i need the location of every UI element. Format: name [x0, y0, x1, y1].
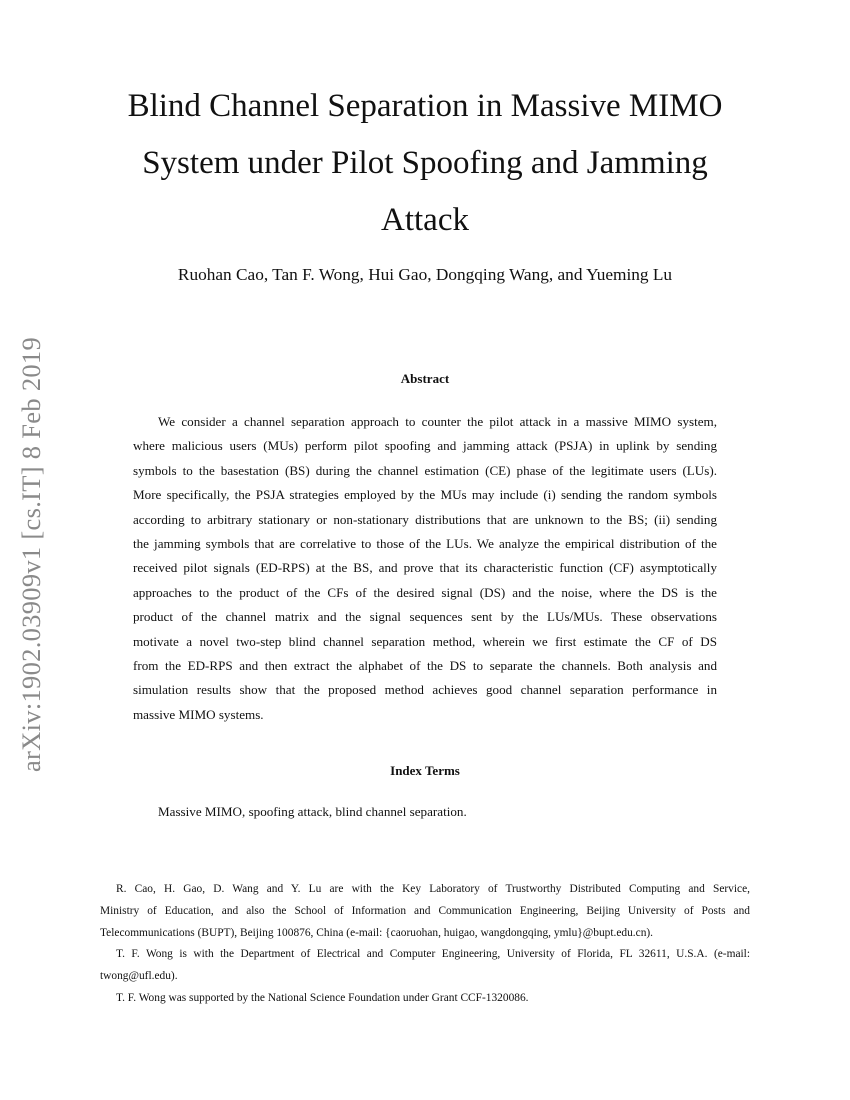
- paper-title: [100, 78, 750, 249]
- title-line: System under Pilot Spoofing and Jamming: [142, 145, 708, 181]
- index-terms-heading: Index Terms: [390, 763, 460, 778]
- footnote-line: Ministry of Education, and also the School of Information and Communication Engineering, Beijing University of Posts and: [100, 904, 750, 917]
- abstract-line: product of the channel matrix and the signal sequences sent by the LUs/MUs. These observations: [133, 609, 717, 625]
- abstract-line: from the ED-RPS and then extract the alphabet of the DS to separate the channels. Both analysis and: [133, 657, 717, 673]
- arxiv-identifier-stamp: arXiv:1902.03909v1 [cs.IT] 8 Feb 2019: [16, 336, 46, 772]
- author-list: Ruohan Cao, Tan F. Wong, Hui Gao, Dongqing Wang, and Yueming Lu: [177, 265, 673, 284]
- title-line: Blind Channel Separation in Massive MIMO: [127, 88, 723, 124]
- abstract-line: according to arbitrary stationary or non-stationary distributions that are unknown to the BS; (ii) sending: [133, 511, 717, 527]
- abstract-line: received pilot signals (ED-RPS) at the BS, and prove that its characteristic function (CF) asymptotically: [133, 560, 717, 576]
- index-terms-text: Massive MIMO, spoofing attack, blind channel separation.: [158, 804, 467, 819]
- footnote-line: twong@ufl.edu).: [100, 970, 178, 983]
- title-line: Attack: [381, 202, 469, 238]
- abstract-line: the jamming symbols that are correlative to those of the LUs. We analyze the empirical distribution of the: [133, 535, 717, 551]
- abstract-line: where malicious users (MUs) perform pilot spoofing and jamming attack (PSJA) in uplink by sending: [133, 438, 717, 454]
- footnote-line: R. Cao, H. Gao, D. Wang and Y. Lu are with the Key Laboratory of Trustworthy Distributed Computing and Service,: [116, 883, 750, 895]
- footnote-line: T. F. Wong is with the Department of Electrical and Computer Engineering, University of Florida, FL 32611, U.S.A. (e-mail:: [116, 948, 750, 961]
- author-affiliation-footnotes: [100, 879, 750, 1010]
- footnote-line: Telecommunications (BUPT), Beijing 100876, China (e-mail: {caoruohan, huigao, wangdongqing, ymlu}@bupt.edu.cn).: [100, 926, 654, 939]
- abstract-body: [133, 410, 717, 727]
- abstract-line: approaches to the product of the CFs of the desired signal (DS) and the noise, where the DS is the: [133, 584, 717, 600]
- abstract-line: motivate a novel two-step blind channel separation method, wherein we first estimate the CF of DS: [133, 633, 717, 649]
- footnote-line: T. F. Wong was supported by the National Science Foundation under Grant CCF-1320086.: [116, 991, 529, 1004]
- abstract-line: simulation results show that the proposed method achieves good channel separation performance in: [133, 682, 717, 698]
- abstract-line: massive MIMO systems.: [133, 706, 264, 722]
- abstract-line: symbols to the basestation (BS) during the channel estimation (CE) phase of the legitimate users (LUs).: [133, 462, 717, 478]
- abstract-heading: Abstract: [400, 371, 450, 386]
- abstract-line: We consider a channel separation approach to counter the pilot attack in a massive MIMO system,: [158, 414, 717, 429]
- abstract-line: More specifically, the PSJA strategies employed by the MUs may include (i) sending the random symbols: [133, 487, 717, 503]
